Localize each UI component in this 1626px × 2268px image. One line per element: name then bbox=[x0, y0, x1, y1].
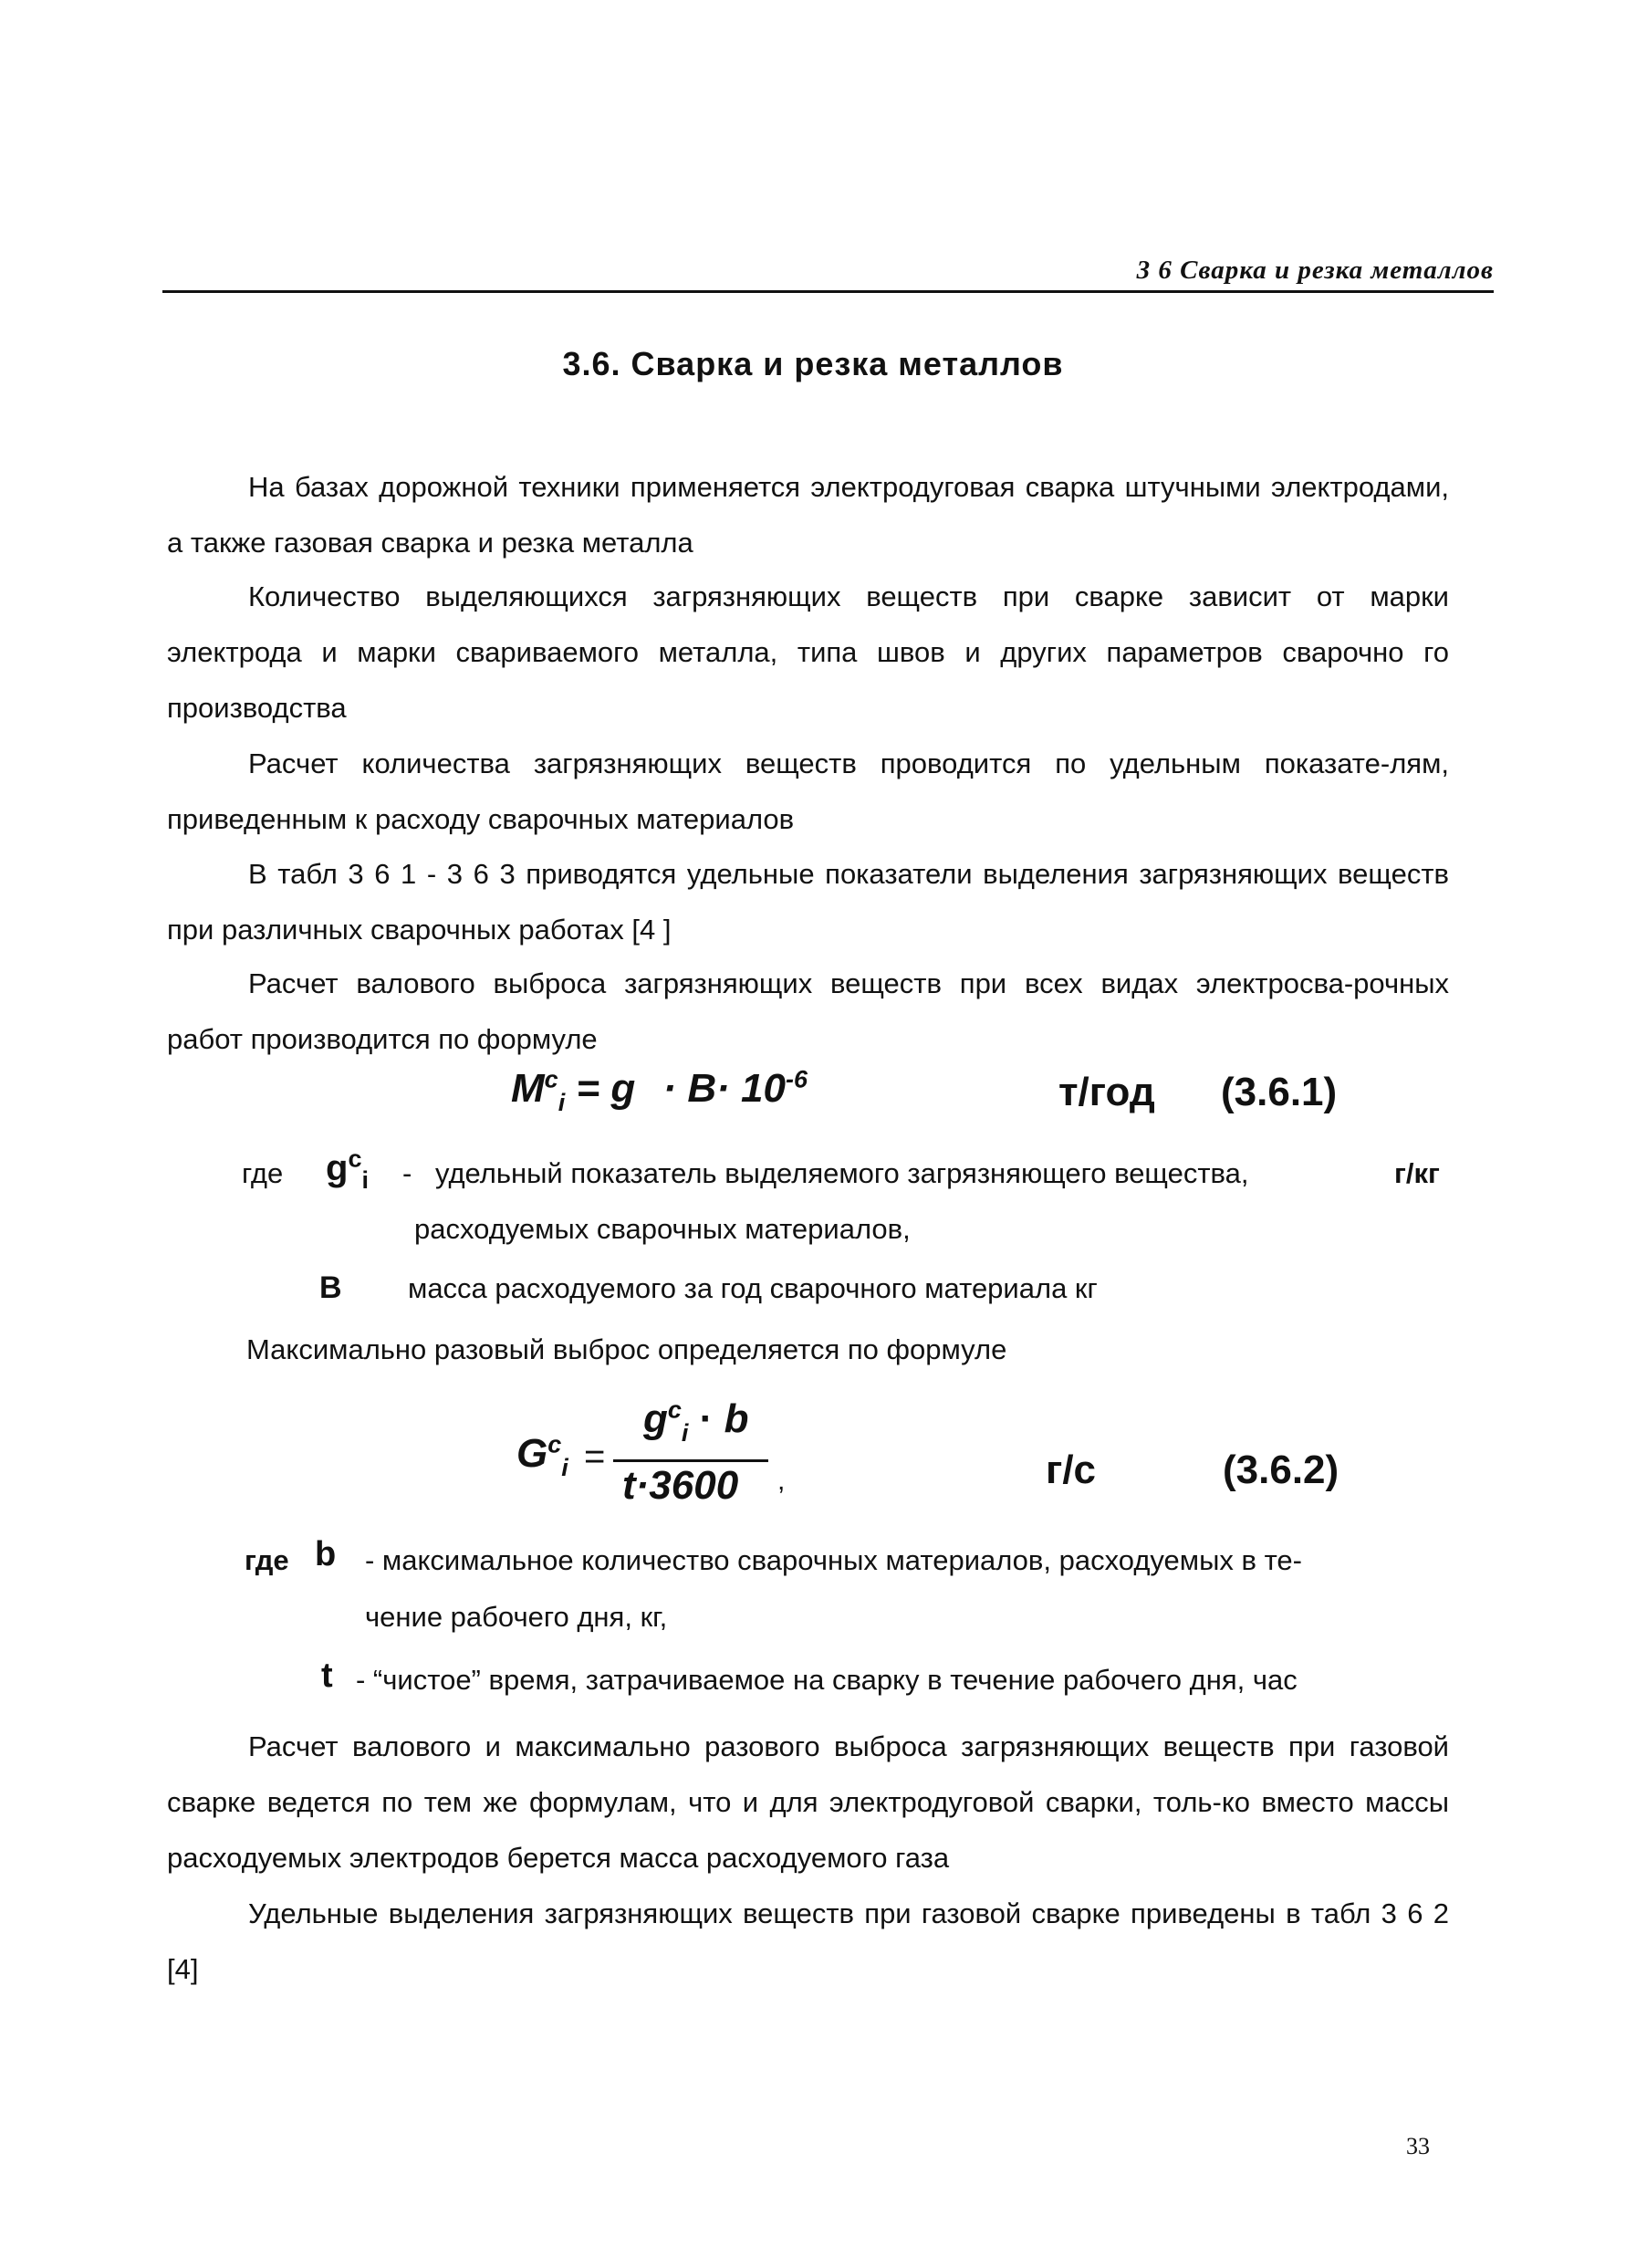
formula1-exp: -6 bbox=[785, 1065, 808, 1093]
where2-t-desc: - “чистое” время, затрачиваемое на сварку в течение рабочего дня, час bbox=[356, 1664, 1298, 1696]
formula2-G-sub: i bbox=[561, 1453, 568, 1481]
page-number: 33 bbox=[1406, 2133, 1430, 2159]
paragraph-3: Расчет количества загрязняющих веществ проводится по удельным показате-лям, приведенным к расходу сварочных материалов bbox=[167, 747, 1449, 835]
where2-b: b bbox=[315, 1535, 337, 1573]
formula2-fraction-bar bbox=[613, 1459, 768, 1462]
formula2-num-b: b bbox=[724, 1396, 749, 1441]
where1-B: B bbox=[319, 1270, 342, 1305]
formula1-dot2: · bbox=[716, 1066, 730, 1111]
paragraph-4: В табл 3 6 1 - 3 6 3 приводятся удельные показатели выделения загрязняющих веществ при различных сварочных работах [4 ] bbox=[167, 858, 1449, 946]
header-rule bbox=[162, 290, 1494, 293]
where1-B-desc: масса расходуемого за год сварочного материала кг bbox=[408, 1272, 1098, 1304]
where1-dash: - bbox=[402, 1157, 412, 1189]
formula2-denominator: t·3600 bbox=[622, 1463, 739, 1508]
formula1-sup-c: c bbox=[544, 1065, 558, 1093]
formula1-dot1: · bbox=[662, 1066, 677, 1111]
where1-g-sub: i bbox=[361, 1166, 369, 1194]
formula2-num-g: g bbox=[643, 1396, 668, 1441]
where1-g-symbol bbox=[326, 1144, 369, 1194]
formula2-G-letter: G bbox=[516, 1431, 548, 1476]
formula2-comma: , bbox=[777, 1466, 786, 1496]
formula2-num-sub: i bbox=[681, 1418, 689, 1447]
where2-b-desc-line1: - максимальное количество сварочных материалов, расходуемых в те- bbox=[365, 1544, 1302, 1576]
section-title: 3.6. Сварка и резка металлов bbox=[562, 345, 1064, 382]
formula2-number: (3.6.2) bbox=[1223, 1448, 1339, 1492]
where2-b-desc-line2: чение рабочего дня, кг, bbox=[365, 1601, 668, 1633]
paragraph-6: Расчет валового и максимально разового выброса загрязняющих веществ при газовой сварке ведется по тем же формулам, что и для электродуговой сварки, толь-ко вместо массы расходуемых электродов берется масса расходуемого газа bbox=[167, 1730, 1449, 1874]
formula1-unit: т/год bbox=[1058, 1070, 1155, 1114]
formula1-eq-g: = g bbox=[576, 1066, 636, 1111]
paragraph-max: Максимально разовый выброс определяется по формуле bbox=[246, 1333, 1007, 1365]
formula1-ten: 10 bbox=[741, 1066, 786, 1111]
formula2-num-sup: c bbox=[667, 1395, 682, 1424]
formula2-numerator bbox=[643, 1395, 749, 1447]
formula-gross-emission bbox=[511, 1065, 808, 1116]
paragraph-5: Расчет валового выброса загрязняющих веществ при всех видах электросва-рочных работ производится по формуле bbox=[167, 967, 1449, 1055]
paragraph-7: Удельные выделения загрязняющих веществ при газовой сварке приведены в табл 3 6 2 [4] bbox=[167, 1897, 1449, 1985]
where1-g: g bbox=[326, 1148, 349, 1188]
where1-unit: г/кг bbox=[1394, 1157, 1440, 1189]
where2-t: t bbox=[321, 1657, 333, 1695]
formula2-G bbox=[516, 1430, 568, 1481]
where-label-2: где bbox=[245, 1544, 289, 1576]
running-header: 3 6 Сварка и резка металлов bbox=[1136, 256, 1494, 285]
formula1-number: (3.6.1) bbox=[1221, 1070, 1338, 1114]
formula2-G-sup: c bbox=[547, 1430, 562, 1458]
where1-desc-line2: расходуемых сварочных материалов, bbox=[414, 1213, 911, 1245]
where1-desc-line1: удельный показатель выделяемого загрязняющего вещества, bbox=[435, 1157, 1249, 1189]
formula2-eq: = bbox=[584, 1437, 606, 1477]
formula1-sub-i: i bbox=[558, 1088, 566, 1116]
formula1-B: B bbox=[687, 1066, 717, 1111]
where1-g-sup: c bbox=[348, 1144, 362, 1173]
where-label-1: где bbox=[242, 1157, 284, 1189]
formula2-num-dot: · bbox=[699, 1396, 714, 1441]
paragraph-1: На базах дорожной техники применяется электродуговая сварка штучными электродами, а также газовая сварка и резка металла bbox=[167, 471, 1449, 559]
formula2-unit: г/с bbox=[1046, 1448, 1097, 1492]
formula1-M: M bbox=[511, 1066, 545, 1111]
paragraph-2: Количество выделяющихся загрязняющих веществ при сварке зависит от марки электрода и марки свариваемого металла, типа швов и других параметров сварочно го производства bbox=[167, 580, 1449, 724]
